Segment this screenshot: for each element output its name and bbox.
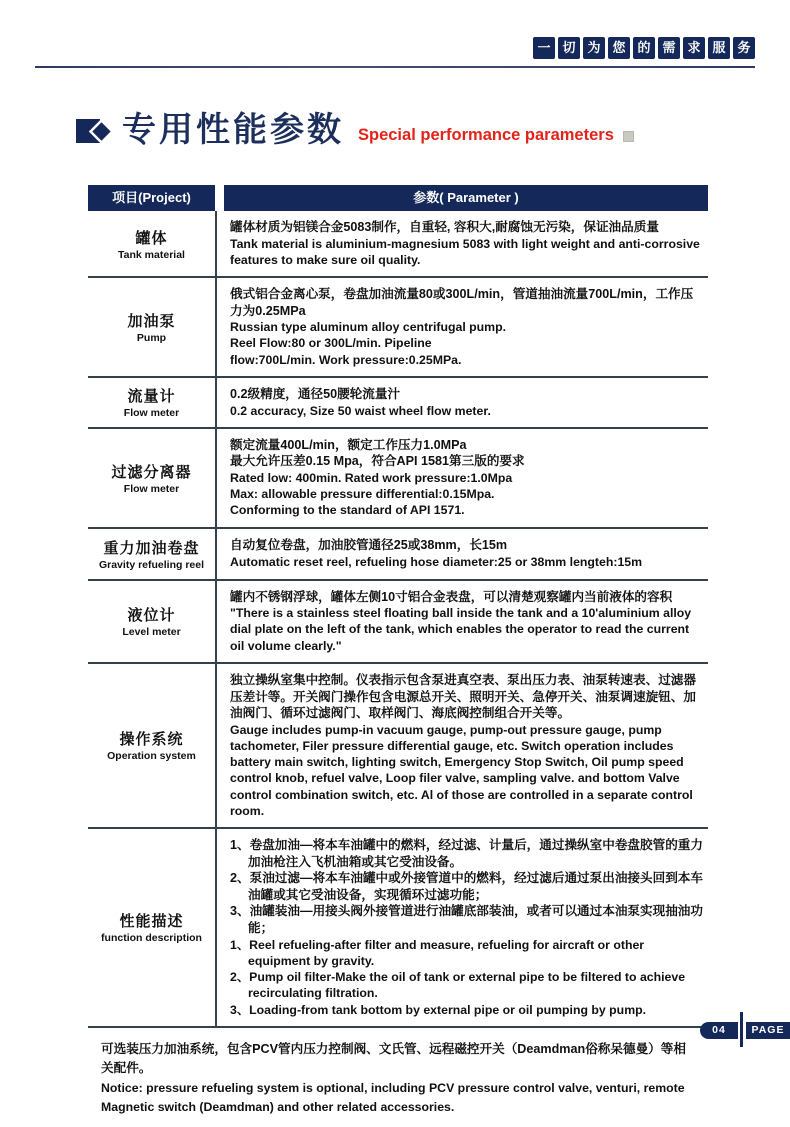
param-line: 罐内不锈钢浮球，罐体左侧10寸铝合金表盘，可以清楚观察罐内当前液体的容积	[230, 589, 673, 604]
param-line: 3、油罐装油—用接头阀外接管道进行油罐底部装油，或者可以通过本油泵实现抽油功能；	[230, 904, 703, 936]
param-line: 0.2级精度，通径50腰轮流量汁	[230, 386, 401, 401]
param-line: 额定流量400L/min，额定工作压力1.0MPa	[230, 437, 467, 452]
row-label-zh: 罐体	[135, 229, 168, 247]
param-line: 最大允许压差0.15 Mpa，符合API 1581第三版的要求	[230, 454, 525, 469]
slogan-char: 您	[608, 37, 630, 59]
row-label	[88, 429, 217, 527]
param-line: Rated low: 400min. Rated work pressure:1.0Mpa	[230, 470, 513, 485]
param-line: 罐体材质为铝镁合金5083制作，自重轻, 容积大,耐腐蚀无污染，保证油品质量	[230, 220, 659, 234]
table-header-parameter: 参数( Parameter )	[224, 185, 708, 211]
row-parameter	[217, 581, 708, 662]
row-label-zh: 操作系统	[119, 731, 184, 749]
row-label-zh: 流量计	[127, 388, 176, 406]
param-line: 2、Pump oil filter-Make the oil of tank or external pipe to be filtered to achieve recirculating filtration.	[230, 970, 686, 1001]
row-label-en: Operation system	[107, 750, 196, 763]
param-line: 3、Loading-from tank bottom by external pipe or oil pumping by pump.	[230, 1002, 647, 1017]
param-line: 俄式铝合金离心泵，卷盘加油流量80或300L/min，管道抽油流量700L/min，工作压力为0.25MPa	[230, 287, 694, 318]
param-line: 自动复位卷盘，加油胶管通径25或38mm，长15m	[230, 538, 508, 553]
row-label-en: Pump	[136, 331, 167, 344]
row-label-en: Level meter	[122, 626, 181, 639]
page-label-badge: PAGE	[746, 1022, 790, 1039]
table-row-tank	[88, 211, 708, 278]
row-label	[88, 278, 217, 376]
table-row-operation-system	[88, 664, 708, 829]
grid-square-icon	[623, 131, 634, 142]
param-line: 1、卷盘加油—将本车油罐中的燃料，经过滤、计量后，通过操纵室中卷盘胶管的重力加油枪注入飞机油箱或其它受油设备。	[230, 838, 703, 869]
row-parameter	[217, 378, 708, 427]
param-line: Russian type aluminum alloy centrifugal pump.	[230, 320, 507, 335]
param-line: flow:700L/min. Work pressure:0.25MPa.	[230, 352, 462, 367]
param-line: Tank material is aluminium-magnesium 5083 with light weight and anti-corrosive features to make sure oil quality.	[230, 236, 700, 267]
row-label-zh: 液位计	[127, 607, 176, 625]
param-line: 独立操纵室集中控制。仪表指示包含泵进真空表、泵出压力表、油泵转速表、过滤器压差计等。开关阀门操作包含电源总开关、照明开关、急停开关、油泵调速旋钮、加油阀门、循环过滤阀门、取样阀门、海底阀控制组合开关等。	[230, 672, 696, 721]
table-row-level-meter	[88, 581, 708, 664]
section-title	[76, 113, 634, 147]
page-title-en: Special performance parameters	[358, 126, 614, 144]
row-parameter	[217, 429, 708, 527]
table-header-project: 项目(Project)	[88, 185, 215, 211]
optional-note	[88, 1028, 708, 1127]
param-line: 0.2 accuracy, Size 50 waist wheel flow meter.	[230, 403, 491, 418]
param-line: Max: allowable pressure differential:0.15Mpa.	[230, 487, 495, 502]
param-line: 2、泵油过滤—将本车油罐中或外接管道中的燃料，经过滤后通过泵出油接头回到本车油罐或其它受油设备，实现循环过滤功能；	[230, 871, 703, 902]
slogan-char: 务	[733, 37, 755, 59]
table-row-flow-meter	[88, 378, 708, 429]
row-parameter	[217, 211, 708, 276]
row-label	[88, 529, 217, 579]
row-label-zh: 性能描述	[119, 913, 184, 931]
footer-divider	[740, 1012, 743, 1047]
header-rule	[35, 66, 755, 68]
row-label-zh: 过滤分离器	[111, 463, 192, 481]
spec-table	[88, 185, 708, 1127]
table-header	[88, 185, 708, 211]
row-label-zh: 加油泵	[127, 312, 176, 330]
row-label	[88, 211, 217, 276]
table-row-filter-separator	[88, 429, 708, 529]
row-label-en: Gravity refueling reel	[98, 558, 205, 571]
slogan-char: 一	[533, 37, 555, 59]
row-parameter	[217, 829, 708, 1026]
param-line: Gauge includes pump-in vacuum gauge, pump-out pressure gauge, pump tachometer, Filer pressure differential gauge, etc. Switch operation includes battery main switch, lighting switch, Emergency Stop Switch, Oil pump speed control knob, refuel valve, Loop filer valve, sampling valve. and bottom Valve control combination switch, etc. Al of those are controlled in a separate control room.	[230, 722, 693, 818]
row-label	[88, 581, 217, 662]
table-row-pump	[88, 278, 708, 378]
row-parameter	[217, 664, 708, 827]
slogan-char: 需	[658, 37, 680, 59]
slogan-char: 的	[633, 37, 655, 59]
slogan-char: 服	[708, 37, 730, 59]
row-parameter	[217, 278, 708, 376]
slogan-char: 求	[683, 37, 705, 59]
page-title-zh: 专用性能参数	[122, 111, 344, 149]
slogan-char: 切	[558, 37, 580, 59]
row-label	[88, 664, 217, 827]
param-line: Automatic reset reel, refueling hose diameter:25 or 38mm lengteh:15m	[230, 554, 643, 569]
row-label	[88, 378, 217, 427]
table-row-gravity-reel	[88, 529, 708, 581]
slogan-banner	[533, 37, 755, 59]
page-number-badge: 04	[700, 1022, 738, 1039]
table-row-function-description	[88, 829, 708, 1028]
row-label-en: Flow meter	[123, 407, 180, 420]
row-label	[88, 829, 217, 1026]
param-line: Conforming to the standard of API 1571.	[230, 503, 465, 518]
param-line: "There is a stainless steel floating ball inside the tank and a 10'aluminium alloy dial plate on the left of the tank, which enables the operator to read the current oil volume clearly."	[230, 606, 692, 653]
param-line: 1、Reel refueling-after filter and measure, refueling for aircraft or other equipment by gravity.	[230, 937, 645, 968]
note-line-en: Notice: pressure refueling system is optional, including PCV pressure control valve, venturi, remote Magnetic switch (Deamdman) and other related accessories.	[101, 1080, 685, 1114]
note-line-zh: 可选装压力加油系统，包含PCV管内压力控制阀、文氏管、远程磁控开关（Deamdman俗称呆德曼）等相关配件。	[101, 1041, 686, 1076]
row-label-zh: 重力加油卷盘	[103, 539, 200, 557]
row-label-en: function description	[101, 932, 202, 945]
row-parameter	[217, 529, 708, 579]
row-label-en: Tank material	[118, 248, 185, 261]
param-line: Reel Flow:80 or 300L/min. Pipeline	[230, 336, 432, 351]
row-label-en: Flow meter	[123, 482, 180, 495]
slogan-char: 为	[583, 37, 605, 59]
flag-icon	[76, 115, 114, 147]
